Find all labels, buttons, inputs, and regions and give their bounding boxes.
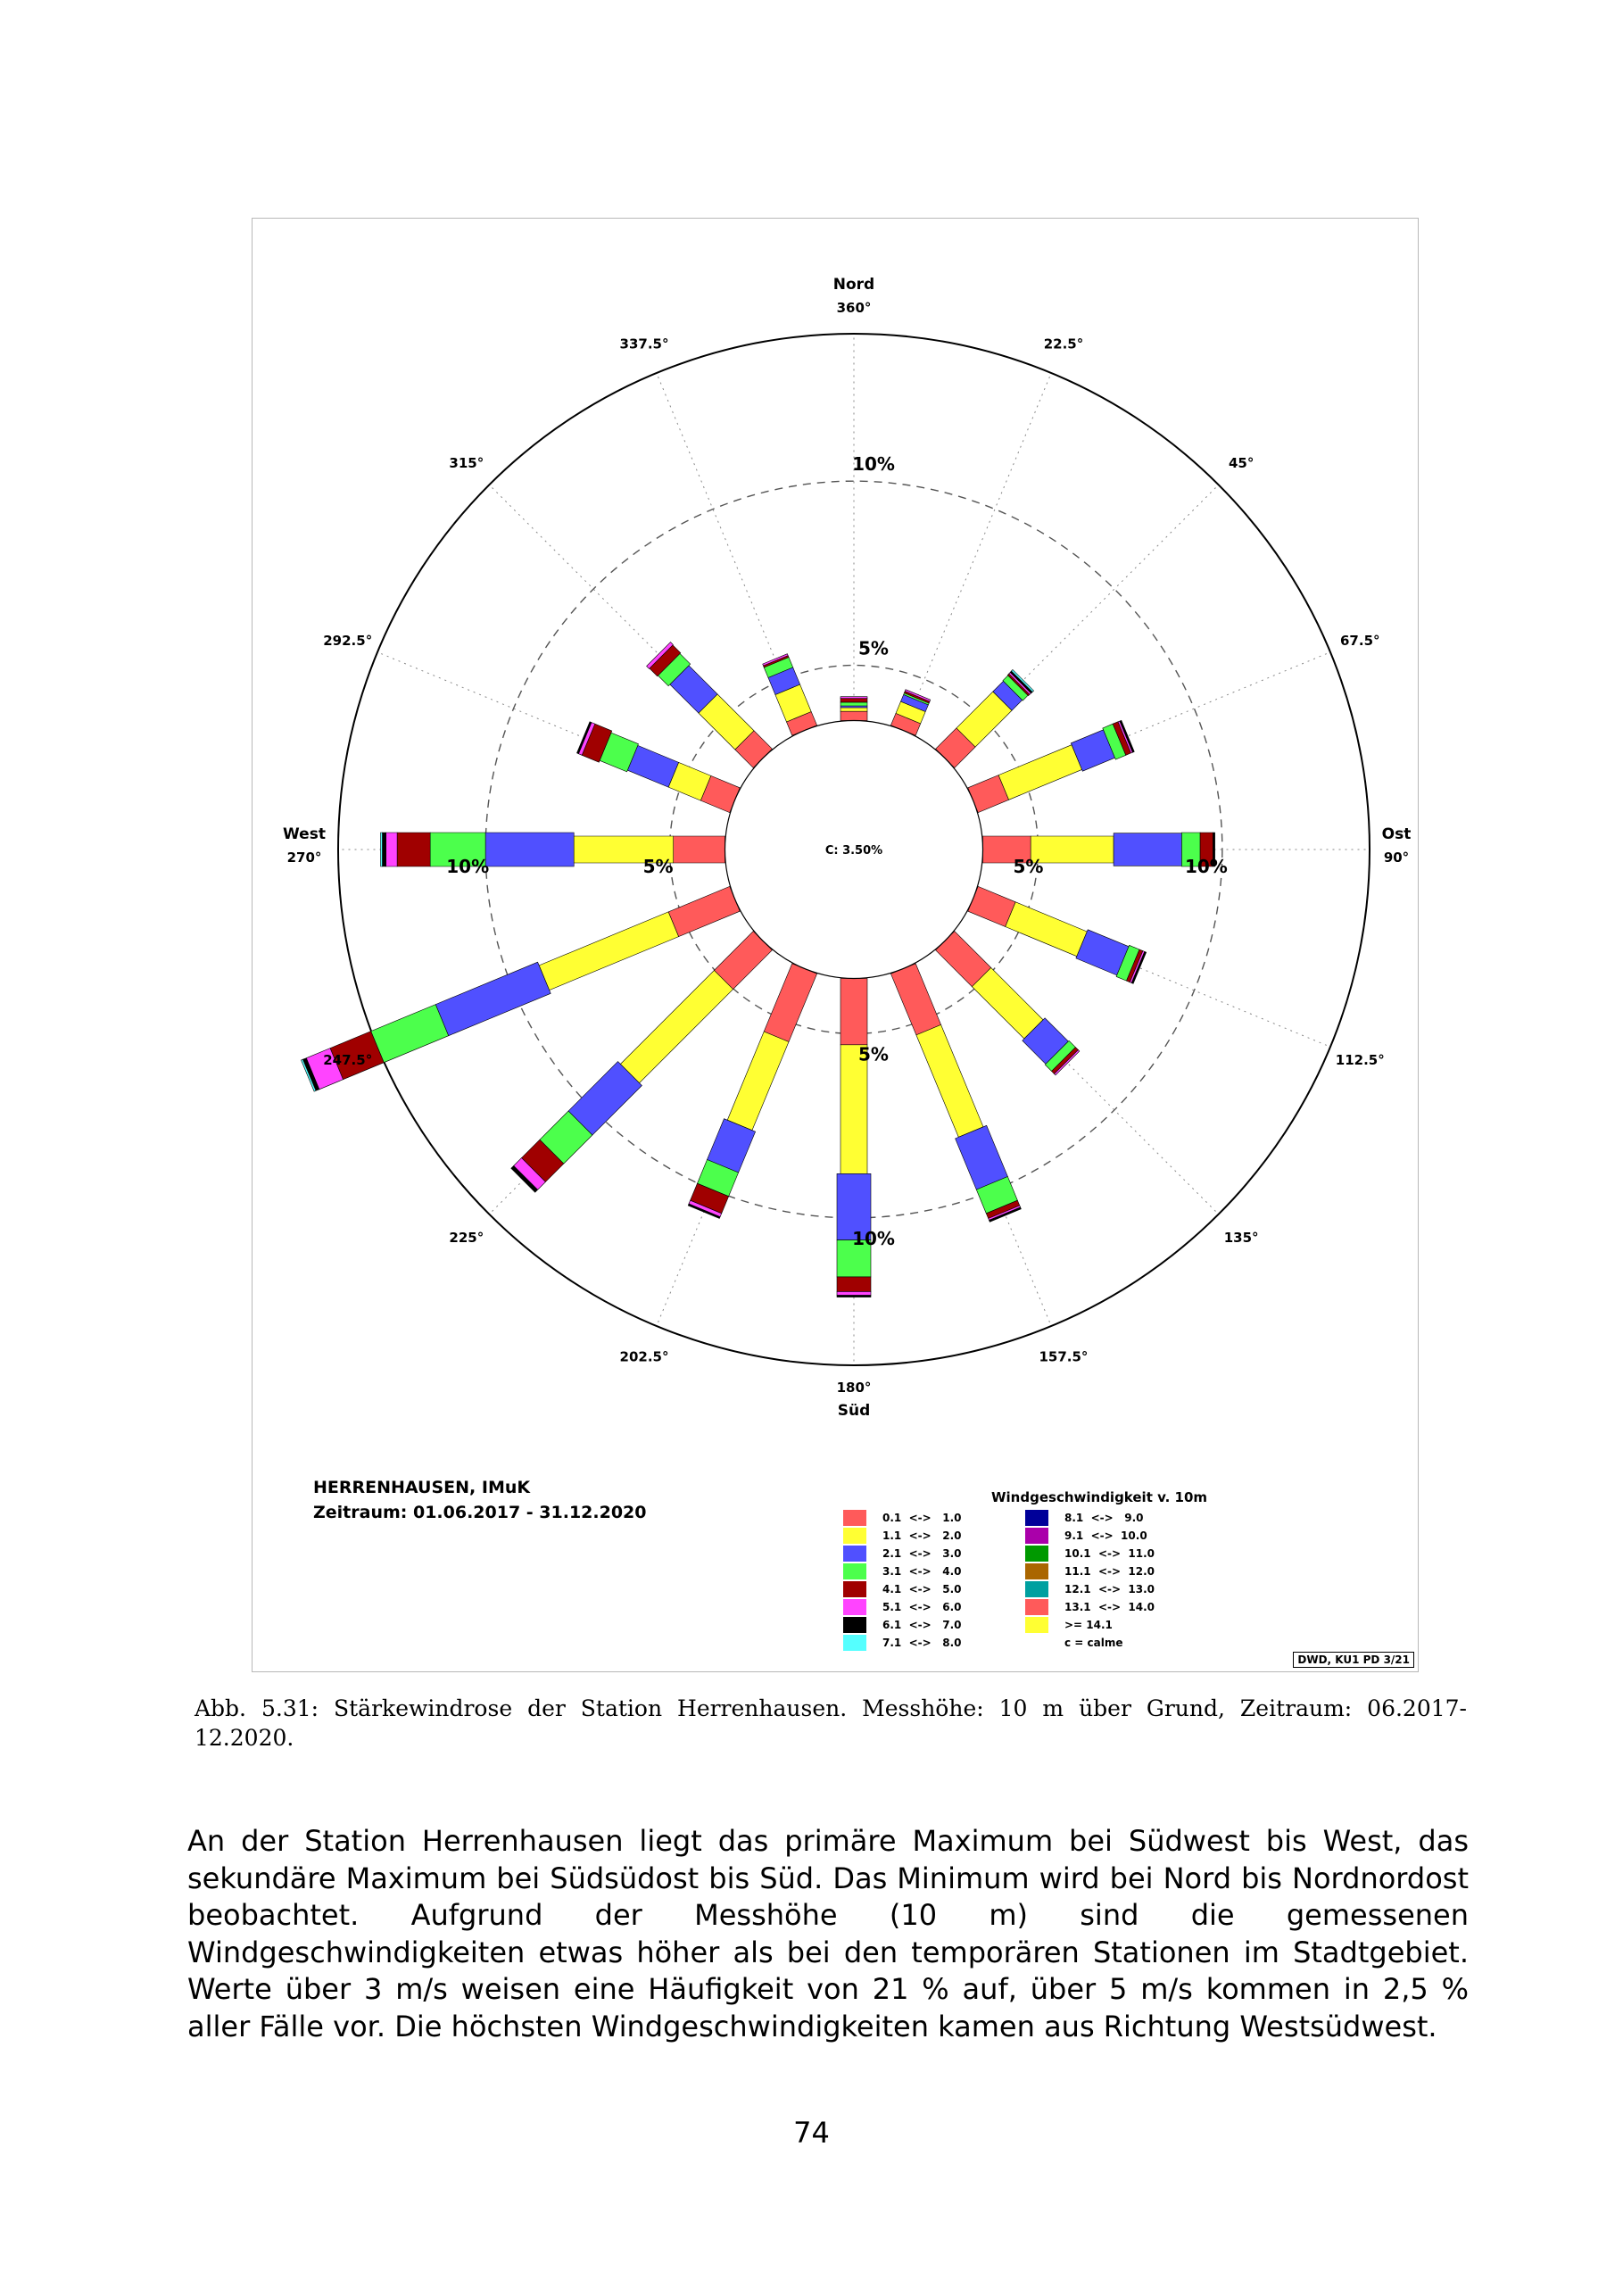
legend-label: 10.1 <-> 11.0: [1064, 1547, 1155, 1560]
figure-caption: Abb. 5.31: Stärkewindrose der Station Herrenhausen. Messhöhe: 10 m über Grund, Zeitraum: 06.2017-12.2020.: [195, 1695, 1467, 1751]
ring-label: 5%: [642, 856, 674, 877]
legend-swatch: [1025, 1581, 1048, 1597]
legend-label: 4.1 <-> 5.0: [882, 1583, 962, 1596]
legend-label: 2.1 <-> 3.0: [882, 1547, 962, 1560]
bar-segment: [840, 711, 867, 720]
station-title: HERRENHAUSEN, IMuK: [313, 1478, 531, 1497]
direction-label: 180°: [836, 1380, 872, 1396]
ring-label: 10%: [852, 1227, 895, 1249]
legend-label: 3.1 <-> 4.0: [882, 1565, 962, 1578]
figure-frame: [252, 218, 1419, 1672]
bar-segment: [890, 964, 940, 1035]
legend-swatch: [843, 1546, 866, 1562]
legend-swatch: [1025, 1599, 1048, 1615]
legend-item: [1025, 1509, 1155, 1527]
legend-swatch: [843, 1599, 866, 1615]
bar-segment: [620, 970, 733, 1082]
legend-swatch: [1025, 1546, 1048, 1562]
period-label: Zeitraum: 01.06.2017 - 31.12.2020: [313, 1503, 647, 1522]
legend-item: [1025, 1545, 1155, 1562]
legend-item: [1025, 1527, 1155, 1545]
legend-item: [843, 1545, 962, 1562]
legend-swatch: [1025, 1528, 1048, 1544]
direction-label: 360°: [836, 300, 872, 316]
compass-south: Süd: [837, 1402, 871, 1420]
legend-swatch: [1025, 1617, 1048, 1633]
rose-bars: [302, 642, 1215, 1297]
direction-label: 225°: [449, 1230, 484, 1247]
bar-segment: [539, 912, 678, 991]
legend-label: 6.1 <-> 7.0: [882, 1619, 962, 1631]
ring-label: 5%: [858, 637, 889, 659]
direction-label: 67.5°: [1340, 633, 1380, 650]
legend-swatch: [843, 1635, 866, 1651]
legend-swatch: [843, 1510, 866, 1526]
bar-segment: [435, 962, 551, 1036]
legend-item: [843, 1598, 962, 1616]
direction-label: 292.5°: [323, 633, 373, 650]
legend-swatch: [843, 1617, 866, 1633]
bar-segment: [916, 1024, 983, 1137]
bar-segment: [837, 1291, 871, 1295]
legend-swatch: [843, 1563, 866, 1579]
wind-rose-chart: [253, 219, 1417, 1670]
radial-line: [903, 373, 1051, 731]
ring-label: 5%: [1013, 856, 1044, 877]
direction-label: 202.5°: [619, 1348, 669, 1365]
direction-label: 112.5°: [1335, 1051, 1385, 1068]
ring-label: 10%: [446, 856, 490, 877]
bar-segment: [1006, 902, 1088, 957]
legend-label: c = calme: [1064, 1637, 1123, 1649]
compass-east: Ost: [1381, 825, 1412, 843]
bar-segment: [727, 1032, 789, 1131]
bar-segment: [972, 967, 1043, 1039]
ring-label: 10%: [852, 453, 895, 476]
legend-label: >= 14.1: [1064, 1619, 1113, 1631]
legend-item: [1025, 1598, 1155, 1616]
direction-label: 22.5°: [1043, 336, 1084, 352]
bar-segment: [998, 745, 1082, 800]
bar-segment: [837, 1296, 871, 1297]
direction-label: 270°: [286, 850, 322, 866]
legend-swatch: [843, 1581, 866, 1597]
direction-label: 337.5°: [619, 336, 669, 352]
legend-label: 8.1 <-> 9.0: [1064, 1512, 1144, 1524]
legend-item: [843, 1616, 962, 1634]
legend-title: Windgeschwindigkeit v. 10m: [991, 1489, 1208, 1505]
legend-item: [843, 1509, 962, 1527]
bar-segment: [381, 833, 383, 866]
bar-segment: [485, 833, 574, 866]
legend-item: [843, 1634, 962, 1652]
bar-segment: [840, 979, 867, 1045]
direction-label: 45°: [1228, 454, 1255, 471]
legend-label: 7.1 <-> 8.0: [882, 1637, 962, 1649]
direction-label: 157.5°: [1039, 1348, 1089, 1365]
bar-segment: [383, 833, 386, 866]
bar-segment: [674, 836, 725, 863]
bar-segment: [397, 833, 430, 866]
bar-segment: [764, 964, 816, 1042]
calm-label: C: 3.50%: [824, 844, 883, 858]
legend-item: [1025, 1634, 1155, 1652]
legend-swatch: [843, 1528, 866, 1544]
legend-item: [843, 1527, 962, 1545]
legend-swatch: [1025, 1635, 1048, 1651]
dwd-tag: DWD, KU1 PD 3/21: [1293, 1652, 1414, 1668]
legend-label: 11.1 <-> 12.0: [1064, 1565, 1155, 1578]
bar-segment: [840, 702, 867, 706]
page-number: 74: [793, 2116, 830, 2150]
legend-column-2: [1025, 1509, 1155, 1652]
body-paragraph: An der Station Herrenhausen liegt das primäre Maximum bei Südwest bis West, das sekundäre Maximum bei Südsüdost bis Süd. Das Minimum wird bei Nord bis Nordnordost beobachtet. Aufgrund der Messhöhe (10 m) sind die gemessenen Windgeschwindigkeiten etwas höher als bei den temporären Stationen im Stadtgebiet. Werte über 3 m/s weisen eine Häufigkeit von 21 % auf, über 5 m/s kommen in 2,5 % aller Fälle vor. Die höchsten Windgeschwindigkeiten kamen aus Richtung Westsüdwest.: [187, 1824, 1469, 2043]
ring-label: 5%: [858, 1043, 889, 1065]
ring-label: 10%: [1184, 856, 1228, 877]
legend-label: 13.1 <-> 14.0: [1064, 1601, 1155, 1613]
bar-segment: [386, 833, 397, 866]
compass-north: Nord: [832, 276, 875, 294]
legend-label: 12.1 <-> 13.0: [1064, 1583, 1155, 1596]
legend-item: [1025, 1616, 1155, 1634]
bar-segment: [1114, 833, 1181, 866]
direction-label: 90°: [1383, 850, 1410, 866]
bar-segment: [837, 1277, 871, 1292]
legend-item: [843, 1562, 962, 1580]
direction-label: 135°: [1223, 1230, 1259, 1247]
legend-item: [843, 1580, 962, 1598]
bar-segment: [668, 886, 740, 936]
legend-column-1: [843, 1509, 962, 1652]
direction-label: 315°: [449, 454, 484, 471]
legend-item: [1025, 1580, 1155, 1598]
legend-label: 9.1 <-> 10.0: [1064, 1529, 1147, 1542]
bar-segment: [840, 708, 867, 711]
legend-label: 5.1 <-> 6.0: [882, 1601, 962, 1613]
legend-swatch: [1025, 1563, 1048, 1579]
legend-label: 0.1 <-> 1.0: [882, 1512, 962, 1524]
legend-label: 1.1 <-> 2.0: [882, 1529, 962, 1542]
direction-label: 247.5°: [323, 1051, 373, 1068]
bar-segment: [840, 699, 867, 702]
legend-swatch: [1025, 1510, 1048, 1526]
compass-west: West: [283, 825, 326, 843]
bar-segment: [840, 697, 867, 699]
bar-segment: [371, 1005, 449, 1063]
legend-item: [1025, 1562, 1155, 1580]
